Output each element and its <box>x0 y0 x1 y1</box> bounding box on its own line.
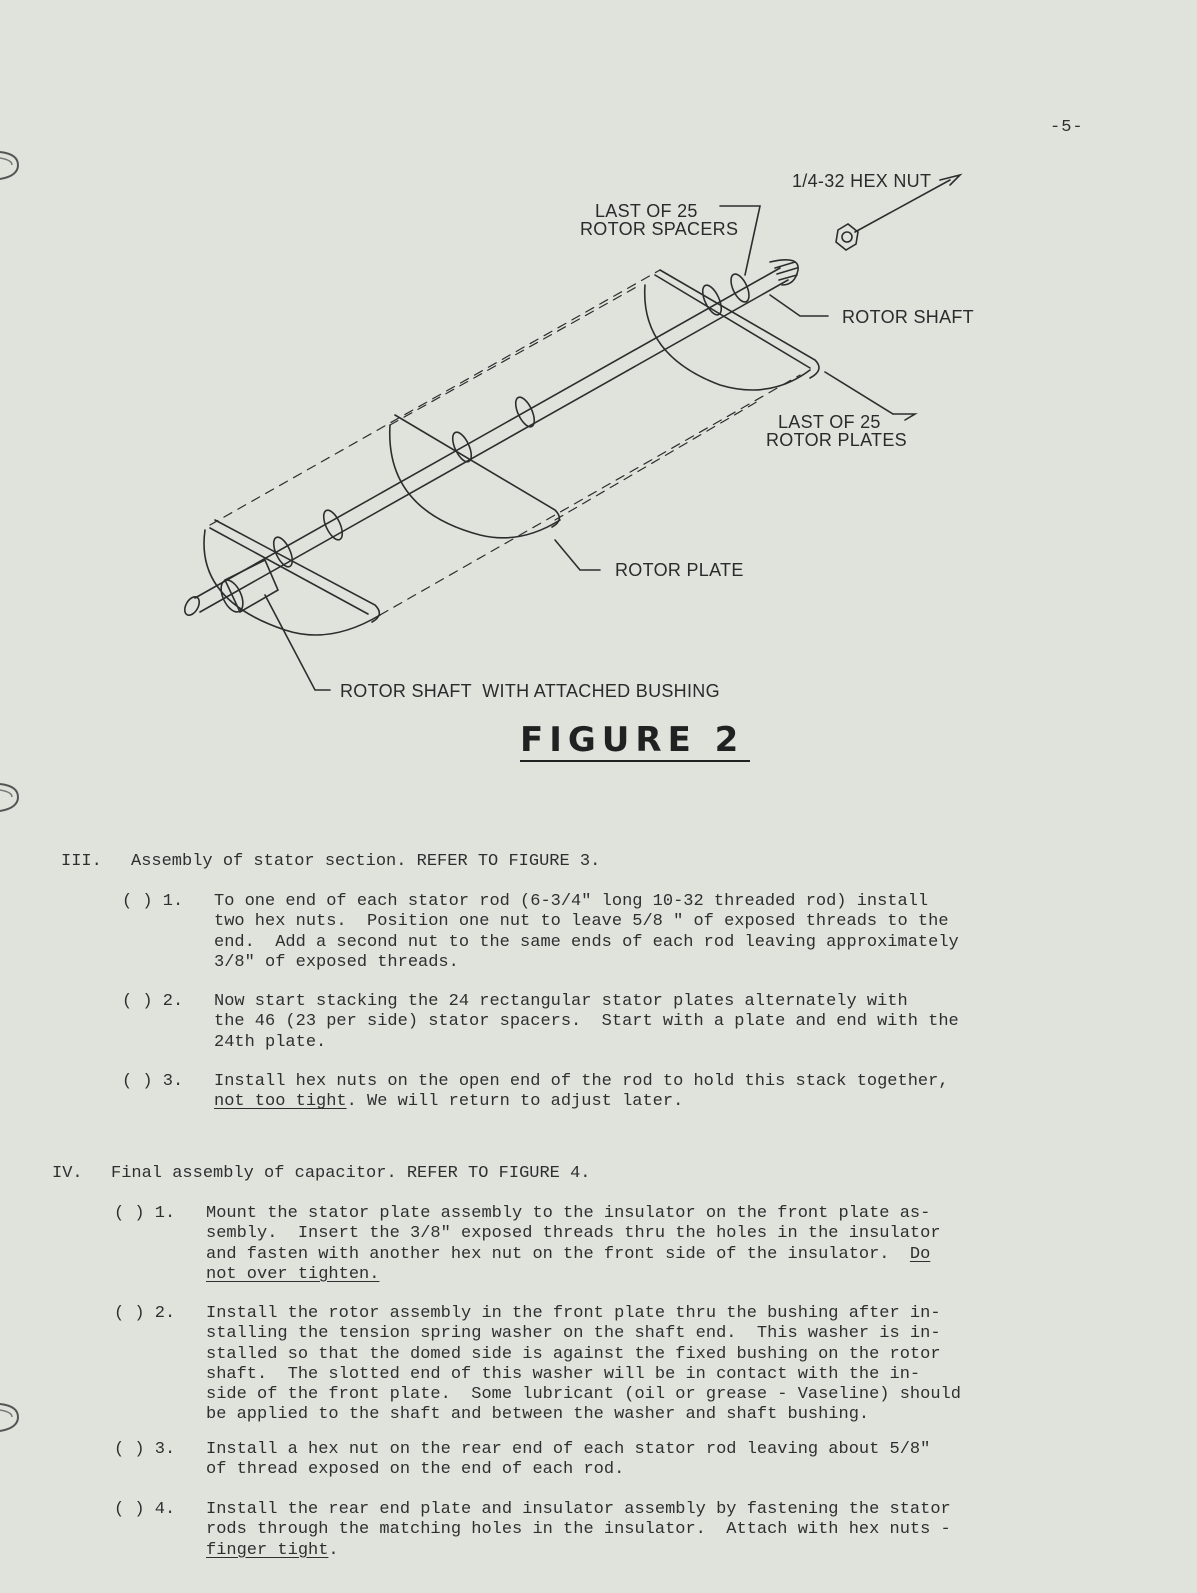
section-4-step-4 <box>114 1500 1089 1566</box>
binder-hole-bottom <box>0 1400 20 1434</box>
section-4-step-1 <box>114 1204 1089 1292</box>
section-3-title: Assembly of stator section. REFER TO FIGURE 3. <box>131 852 601 871</box>
label-rotor-shaft: ROTOR SHAFT <box>842 307 974 327</box>
step-checkbox[interactable]: ( ) 1. <box>114 1204 176 1223</box>
label-rotor-plate: ROTOR PLATE <box>615 560 744 580</box>
label-last-spacers-line1: LAST OF 25 <box>595 201 698 221</box>
section-4-title: Final assembly of capacitor. REFER TO FIGURE 4. <box>111 1164 591 1183</box>
section-4-number: IV. <box>52 1164 83 1183</box>
step-checkbox[interactable]: ( ) 4. <box>114 1500 176 1519</box>
step-checkbox[interactable]: ( ) 3. <box>122 1072 184 1091</box>
step-checkbox[interactable]: ( ) 1. <box>122 892 184 911</box>
step-text: Install hex nuts on the open end of the rod to hold this stack together, <box>214 1072 949 1091</box>
step-text-underlined: finger tight <box>206 1540 329 1560</box>
label-last-plates-line1: LAST OF 25 <box>778 412 881 432</box>
section-4-step-3 <box>114 1440 1089 1485</box>
step-text: To one end of each stator rod (6-3/4" long 10-32 threaded rod) install two hex nuts. Position one nut to leave 5/8 " of exposed threads to the end. Add a second nut to the same ends of each rod leaving approximately 3/8" of exposed threads. <box>214 892 959 972</box>
step-text: Install the rear end plate and insulator assembly by fastening the stator rods through the matching holes in the insulator. Attach with hex nuts - <box>206 1500 951 1540</box>
step-text-underlined: not too tight <box>214 1092 347 1112</box>
page-number: -5- <box>1050 118 1084 137</box>
label-shaft-bushing: ROTOR SHAFT WITH ATTACHED BUSHING <box>340 681 720 701</box>
section-3-step-3 <box>122 1072 1082 1117</box>
step-text-end: . We will return to adjust later. <box>346 1092 684 1112</box>
figure-caption: FIGURE 2 <box>520 720 750 762</box>
section-3-number: III. <box>61 852 102 871</box>
section-3-step-2 <box>122 992 1082 1057</box>
step-checkbox[interactable]: ( ) 3. <box>114 1440 176 1459</box>
label-last-spacers-line2: ROTOR SPACERS <box>580 219 739 239</box>
step-checkbox[interactable]: ( ) 2. <box>114 1304 176 1323</box>
section-4-step-2 <box>114 1304 1089 1429</box>
step-text-end: . <box>328 1540 339 1560</box>
section-3-step-1 <box>122 892 1082 982</box>
label-last-plates-line2: ROTOR PLATES <box>766 430 907 450</box>
step-text: Mount the stator plate assembly to the insulator on the front plate as- sembly. Insert the 3/8" exposed threads thru the holes in the insulator and fasten with another hex nut on the front side of the insulator. <box>206 1204 941 1264</box>
label-hex-nut: 1/4-32 HEX NUT <box>792 171 932 191</box>
step-text: Install the rotor assembly in the front plate thru the bushing after in- stalling the tension spring washer on the shaft end. This washer is in- stalled so that the domed side is against the fixed bushing on the rotor shaft. The slotted end of this washer will be in contact with the in- side of the front plate. Some lubricant (oil or grease - Vaseline) should be applied to the shaft and between the washer and shaft bushing. <box>206 1304 961 1425</box>
step-text-underlined: Do not over tighten. <box>206 1244 931 1284</box>
step-checkbox[interactable]: ( ) 2. <box>122 992 184 1011</box>
step-text: Install a hex nut on the rear end of each stator rod leaving about 5/8" of thread exposed on the end of each rod. <box>206 1440 931 1480</box>
step-text: Now start stacking the 24 rectangular stator plates alternately with the 46 (23 per side) stator spacers. Start with a plate and end with the 24th plate. <box>214 992 959 1052</box>
